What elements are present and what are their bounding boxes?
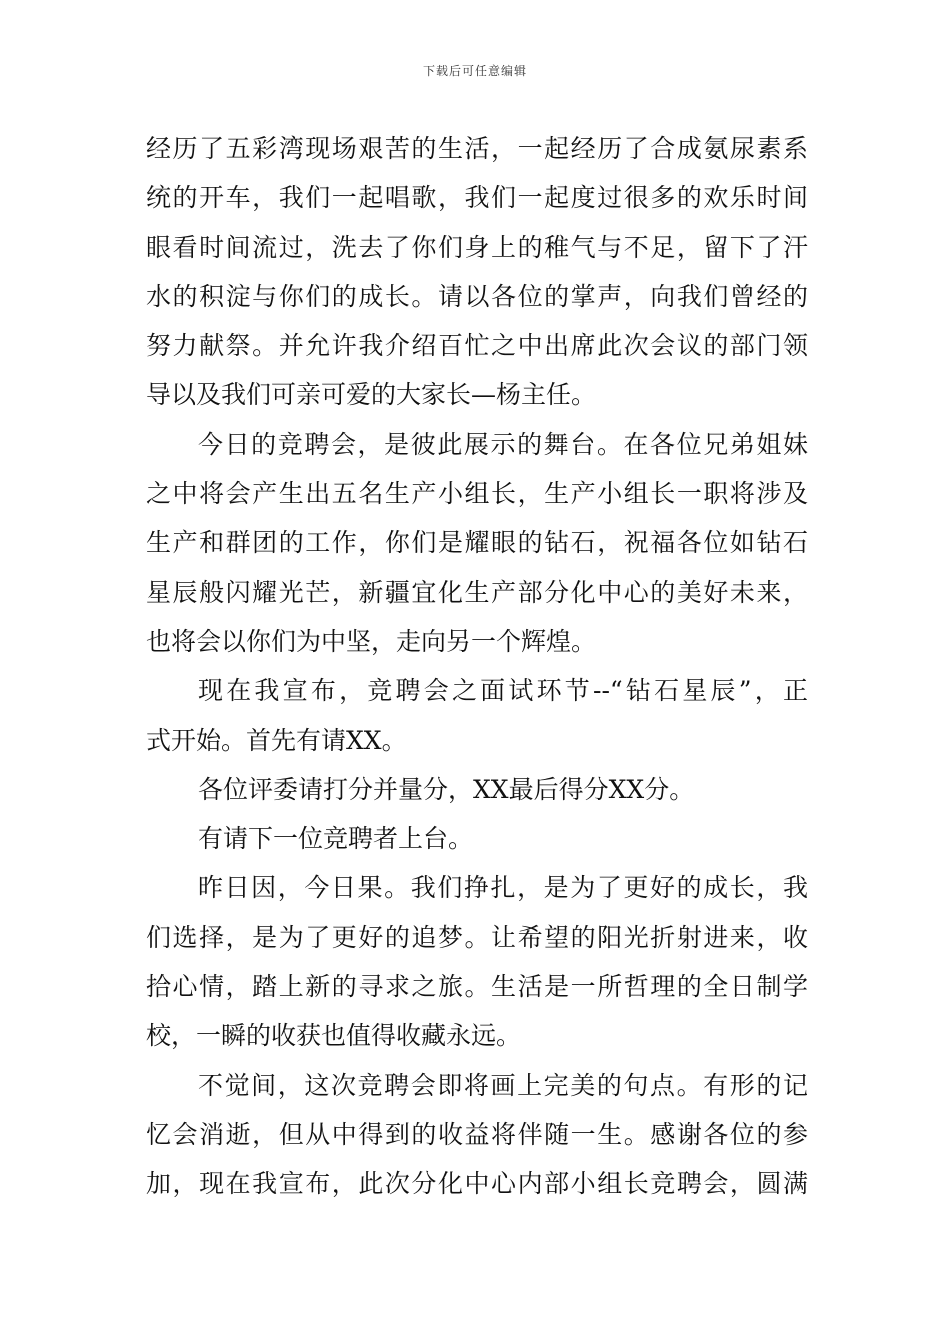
- text-line: 统的开车，我们一起唱歌，我们一起度过很多的欢乐时间: [146, 183, 808, 213]
- text-line: 式开始。首先有请XX。: [146, 725, 407, 755]
- text-line: 生产和群团的工作，你们是耀眼的钻石，祝福各位如钻石: [146, 528, 808, 558]
- text-line: 现在我宣布，竞聘会之面试环节--“钻石星辰”，正: [198, 676, 808, 706]
- page-header: 下载后可任意编辑: [422, 64, 527, 78]
- text-line: 忆会消逝，但从中得到的收益将伴随一生。感谢各位的参: [146, 1119, 808, 1149]
- text-line: 今日的竞聘会，是彼此展示的舞台。在各位兄弟姐妹: [198, 429, 808, 459]
- text-line: 校，一瞬的收获也值得收藏永远。: [146, 1021, 522, 1051]
- text-line: 不觉间，这次竞聘会即将画上完美的句点。有形的记: [198, 1070, 808, 1100]
- text-line: 星辰般闪耀光芒，新疆宜化生产部分化中心的美好未来，: [146, 577, 808, 607]
- text-line: 有请下一位竞聘者上台。: [198, 824, 474, 854]
- text-line: 也将会以你们为中坚，走向另一个辉煌。: [146, 626, 597, 656]
- text-line: 们选择，是为了更好的追梦。让希望的阳光折射进来，收: [146, 922, 808, 952]
- text-line: 拾心情，踏上新的寻求之旅。生活是一所哲理的全日制学: [146, 972, 808, 1002]
- text-line: 经历了五彩湾现场艰苦的生活，一起经历了合成氨尿素系: [146, 134, 808, 163]
- text-line: 各位评委请打分并量分，XX最后得分XX分。: [198, 774, 695, 804]
- text-line: 水的积淀与你们的成长。请以各位的掌声，向我们曾经的: [146, 281, 808, 311]
- text-line: 加，现在我宣布，此次分化中心内部小组长竞聘会，圆满: [146, 1169, 808, 1199]
- body-text: [146, 124, 808, 1209]
- text-line: 昨日因，今日果。我们挣扎，是为了更好的成长，我: [198, 873, 808, 903]
- text-line: 眼看时间流过，洗去了你们身上的稚气与不足，留下了汗: [146, 232, 808, 262]
- text-line: 努力献祭。并允许我介绍百忙之中出席此次会议的部门领: [146, 331, 808, 361]
- text-line: 导以及我们可亲可爱的大家长—杨主任。: [146, 380, 597, 410]
- text-line: 之中将会产生出五名生产小组长，生产小组长一职将涉及: [146, 479, 808, 509]
